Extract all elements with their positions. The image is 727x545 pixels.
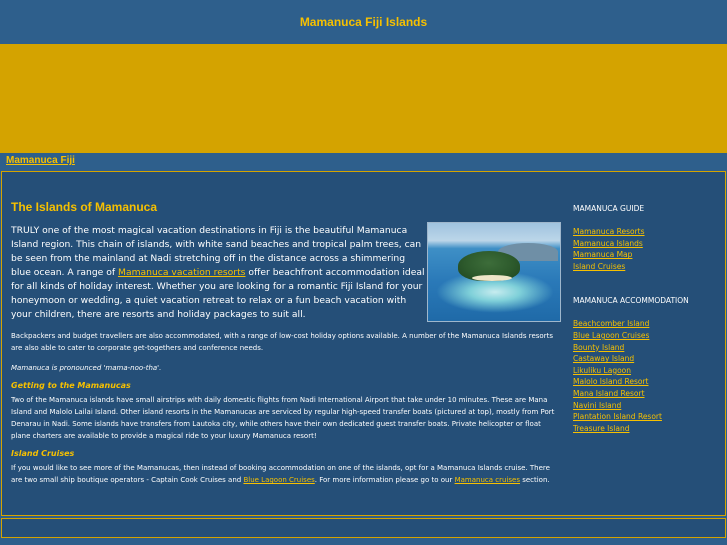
accommodation-link-item xyxy=(573,411,723,423)
cruises-text-2: . For more information please go to our xyxy=(314,476,455,484)
backpackers-paragraph: Backpackers and budget travellers are also accommodated, with a range of low-cost holiday options available. A number of the Mamanuca Islands resorts are also able to cater to corporate get-togethers and conference needs. xyxy=(11,332,553,352)
accommodation-links xyxy=(573,318,723,434)
guide-link-islands[interactable]: Mamanuca Islands xyxy=(573,238,643,248)
intro-text-2: offer beachfront accommodation ideal for all kinds of holiday interest. Whether you are looking for a romantic Fiji Island for your honeymoon or wedding, a quiet vacation retreat to relax or a fun beach vacation with your children, there are resorts and holiday packages to suit all. xyxy=(11,267,425,320)
accommodation-link-beachcomber[interactable]: Beachcomber Island xyxy=(573,319,650,329)
intro-text-1: TRULY one of the most magical vacation destinations in Fiji is the beautiful Mamanuca Island region. This chain of islands, with white sand beaches and tropical palm trees, can be seen from the mainland at Nadi stretching off in the distance across a shimmering blue ocean. A range of xyxy=(11,225,422,278)
guide-link-map[interactable]: Mamanuca Map xyxy=(573,250,633,260)
accommodation-link-item xyxy=(573,423,723,435)
accommodation-link-mana[interactable]: Mana Island Resort xyxy=(573,388,645,398)
main-column xyxy=(11,200,561,486)
accommodation-link-item xyxy=(573,353,723,365)
accommodation-link-item xyxy=(573,342,723,354)
accommodation-link-item xyxy=(573,318,723,330)
accommodation-link-treasure[interactable]: Treasure Island xyxy=(573,423,630,433)
cruises-paragraph xyxy=(11,462,561,486)
guide-link-cruises[interactable]: Island Cruises xyxy=(573,261,626,271)
cruises-heading: Island Cruises xyxy=(11,449,75,458)
guide-link-resorts[interactable]: Mamanuca Resorts xyxy=(573,227,645,236)
getting-there-paragraph: Two of the Mamanuca islands have small airstrips with daily domestic flights from Nadi International Airport that take under 10 minutes. These are Mana Island and Malolo Lailai Island. Other island resorts in the Mamanucas are serviced by regular high-speed transfer boats (pictured at top), mostly from Port Denarau in Nadi. Some islands have transfers from Lautoka city, while others have their own dedicated guest transfer boats. Private helicopter or float plane charters are available to provide a magical ride to your luxury Mamanuca resort! xyxy=(11,396,555,440)
accommodation-link-navini[interactable]: Navini Island xyxy=(573,400,622,410)
guide-link-item xyxy=(573,261,723,273)
cruises-text-3: section. xyxy=(519,476,550,484)
guide-link-item xyxy=(573,238,723,250)
accommodation-link-castaway[interactable]: Castaway Island xyxy=(573,354,635,364)
blue-lagoon-cruises-link[interactable]: Blue Lagoon Cruises xyxy=(243,476,315,484)
guide-link-item xyxy=(573,226,723,238)
island-photo xyxy=(427,222,561,322)
breadcrumb-link-home[interactable]: Mamanuca Fiji xyxy=(6,155,75,166)
guide-link-item xyxy=(573,249,723,261)
header-banner xyxy=(0,44,727,152)
intro-paragraph xyxy=(11,224,425,322)
footer-bar xyxy=(1,518,726,538)
site-title: Mamanuca Fiji Islands xyxy=(299,15,428,29)
breadcrumb xyxy=(0,152,727,171)
sidebar xyxy=(573,204,723,434)
accommodation-link-item xyxy=(573,400,723,412)
accommodation-link-blue-lagoon[interactable]: Blue Lagoon Cruises xyxy=(573,330,650,340)
accommodation-link-plantation[interactable]: Plantation Island Resort xyxy=(573,412,662,422)
site-header xyxy=(0,0,727,44)
cruises-text-1: If you would like to see more of the Mamanucas, then instead of booking accommodation on one of the islands, opt for a Mamanuca Islands cruise. There are two small ship boutique operators - Captain Cook Cruises and xyxy=(11,464,550,484)
content-area xyxy=(1,171,726,516)
photo-sandbar xyxy=(472,275,512,281)
mamanuca-cruises-link[interactable]: Mamanuca cruises xyxy=(454,476,520,484)
accommodation-link-item xyxy=(573,330,723,342)
resorts-link[interactable]: Mamanuca vacation resorts xyxy=(118,267,246,278)
accommodation-heading: MAMANUCA ACCOMMODATION xyxy=(573,296,689,306)
accommodation-link-item xyxy=(573,376,723,388)
getting-there-heading: Getting to the Mamanucas xyxy=(11,381,131,390)
accommodation-link-bounty[interactable]: Bounty Island xyxy=(573,342,625,352)
page-title: The Islands of Mamanuca xyxy=(11,200,158,214)
accommodation-link-likuliku[interactable]: Likuliku Lagoon xyxy=(573,365,632,375)
accommodation-link-item xyxy=(573,388,723,400)
pronunciation-note: Mamanuca is pronounced 'mama-noo-tha'. xyxy=(11,364,162,372)
accommodation-link-item xyxy=(573,365,723,377)
guide-links xyxy=(573,226,723,272)
accommodation-link-malolo[interactable]: Malolo Island Resort xyxy=(573,377,649,387)
guide-heading: MAMANUCA GUIDE xyxy=(573,204,645,213)
